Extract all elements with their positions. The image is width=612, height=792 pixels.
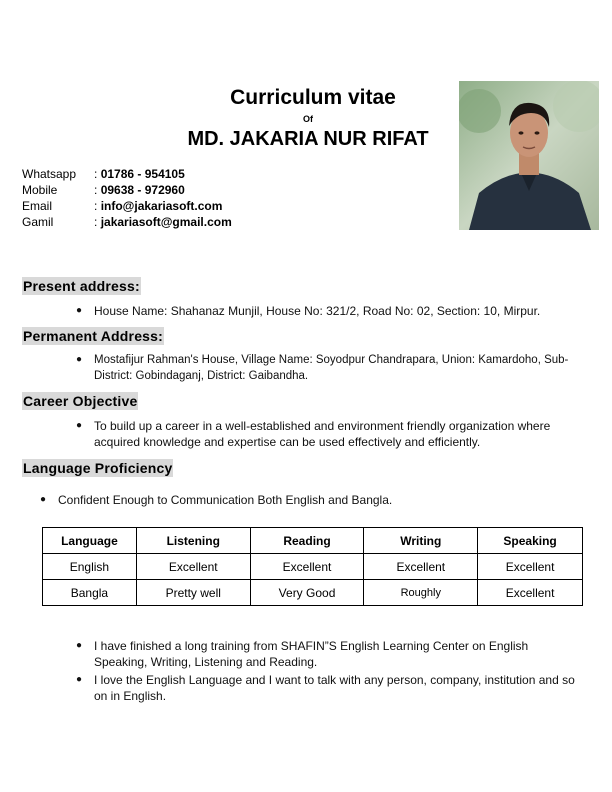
language-note-text: I love the English Language and I want to talk with any person, company, institution and so on in English.	[94, 673, 575, 703]
permanent-address-heading: Permanent Address:	[23, 328, 164, 344]
present-address-text: House Name: Shahanaz Munjil, House No: 321/2, Road No: 02, Section: 10, Mirpur.	[94, 304, 541, 318]
mobile-number: 09638 - 972960	[100, 183, 185, 197]
contact-label: Email	[22, 199, 53, 213]
table-row	[43, 554, 583, 580]
table-cell: Excellent	[478, 580, 583, 606]
table-cell: Excellent	[364, 554, 478, 580]
table-cell: Excellent	[478, 554, 583, 580]
contact-label: Mobile	[22, 183, 58, 197]
profile-photo	[459, 81, 599, 230]
language-intro-text: Confident Enough to Communication Both English and Bangla.	[58, 493, 393, 507]
bullet-icon: ●	[76, 354, 83, 365]
candidate-name: MD. JAKARIA NUR RIFAT	[187, 128, 429, 150]
table-header-cell: Speaking	[478, 528, 583, 554]
profile-photo-image	[459, 81, 599, 230]
table-cell: Bangla	[43, 580, 137, 606]
table-header-cell: Writing	[364, 528, 478, 554]
table-cell: Roughly	[364, 580, 478, 606]
contact-separator: :	[94, 183, 98, 197]
contact-separator: :	[94, 215, 98, 229]
contact-label: Gamil	[22, 215, 54, 229]
table-cell: Pretty well	[136, 580, 250, 606]
table-row	[43, 580, 583, 606]
language-note-text: I have finished a long training from SHAFIN”S English Learning Center on English Speaking, Writing, Listening and Reading.	[94, 639, 529, 669]
table-header-cell: Listening	[136, 528, 250, 554]
table-header-cell: Reading	[250, 528, 364, 554]
permanent-address-text: Mostafijur Rahman's House, Village Name: Soyodpur Chandrapara, Union: Kamardoho, Sub-District: Gobindaganj, District: Gaibandha.	[94, 354, 569, 382]
contact-label: Whatsapp	[22, 167, 77, 181]
cv-title: Curriculum vitae	[230, 86, 396, 109]
table-cell: Excellent	[136, 554, 250, 580]
language-table	[42, 527, 583, 606]
bullet-icon: ●	[40, 494, 47, 505]
bullet-icon: ●	[76, 305, 83, 316]
whatsapp-number: 01786 - 954105	[100, 167, 185, 181]
bullet-icon: ●	[76, 674, 83, 685]
gmail-address: jakariasoft@gmail.com	[100, 215, 232, 229]
contact-separator: :	[94, 199, 98, 213]
bullet-icon: ●	[76, 420, 83, 431]
bullet-icon: ●	[76, 640, 83, 651]
cv-of: Of	[303, 114, 313, 124]
contact-separator: :	[94, 167, 98, 181]
career-objective-heading: Career Objective	[23, 393, 138, 409]
career-objective-text: To build up a career in a well-established and environment friendly organization where acquired knowledge and expertise can be used effectively and efficiently.	[94, 419, 551, 449]
table-cell: English	[43, 554, 137, 580]
table-header-cell: Language	[43, 528, 137, 554]
table-cell: Excellent	[250, 554, 364, 580]
table-header-row	[43, 528, 583, 554]
language-proficiency-heading: Language Proficiency	[23, 460, 173, 476]
table-cell: Very Good	[250, 580, 364, 606]
email-address: info@jakariasoft.com	[100, 199, 223, 213]
present-address-heading: Present address:	[23, 278, 140, 294]
